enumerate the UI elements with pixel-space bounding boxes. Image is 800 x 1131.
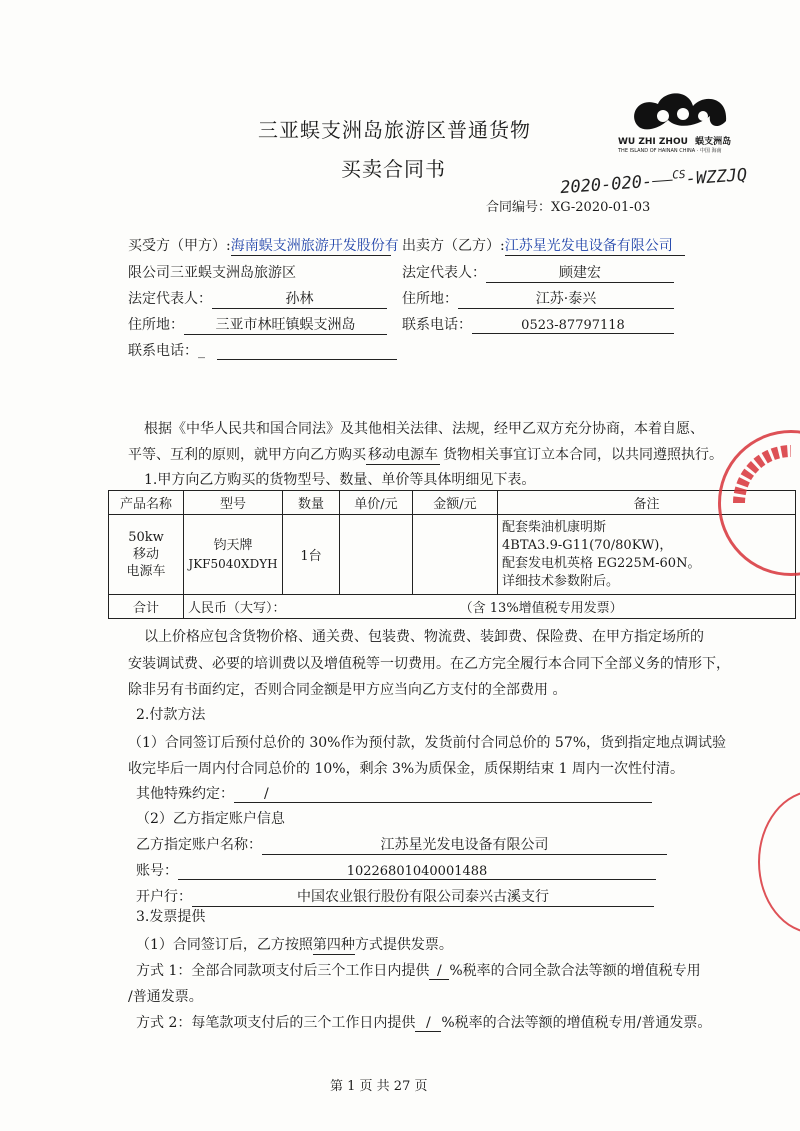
product-name: 50kw 移动 电源车 <box>109 515 184 595</box>
invoice-method: 第四种 <box>313 934 355 955</box>
seller-rep: 顾建宏 <box>486 262 674 283</box>
account-no: 10226801040001488 <box>178 864 656 880</box>
price-para-2: 安装调试费、必要的培训费以及增值税等一切费用。在乙方完全履行本合同下全部义务的情形下， <box>128 656 730 672</box>
buyer-tel-row: 联系电话：_ <box>128 340 397 360</box>
other-terms: / <box>234 786 652 803</box>
contract-number: 合同编号：XG-2020-01-03 <box>486 200 651 215</box>
goods-table <box>108 490 796 619</box>
buyer-name: 海南蜈支洲旅游开发股份有 <box>231 235 391 256</box>
table-header-row <box>109 491 796 515</box>
bank-name: 中国农业银行股份有限公司泰兴古溪支行 <box>192 886 654 907</box>
section-1-title: 1.甲方向乙方购买的货物型号、数量、单价等具体明细见下表。 <box>144 472 536 488</box>
other-terms-row: 其他特殊约定： / <box>136 783 652 803</box>
logo-text: WU ZHI ZHOU <box>618 137 688 147</box>
total-label: 合计 <box>109 595 184 619</box>
price-para-3: 除非另有书面约定，否则合同金额是甲方应当向乙方支付的全部费用 。 <box>128 682 567 698</box>
account-name-row: 乙方指定账户名称： 江苏星光发电设备有限公司 <box>136 834 667 855</box>
wuzhizhou-logo-icon <box>618 86 748 134</box>
account-info-title: （2）乙方指定账户信息 <box>136 811 285 827</box>
product-note: 配套柴油机康明斯 4BTA3.9-G11(70/80KW)， 配套发电机英格 EG225M-60N。 详细技术参数附后。 <box>498 515 796 595</box>
seller-name: 江苏星光发电设备有限公司 <box>505 235 685 256</box>
title-line2: 买卖合同书 <box>341 157 446 181</box>
title-line1: 三亚蜈支洲岛旅游区普通货物 <box>258 118 531 142</box>
buyer-addr-row: 住所地： 三亚市林旺镇蜈支洲岛 <box>128 314 387 335</box>
buyer-addr: 三亚市林旺镇蜈支洲岛 <box>184 314 387 335</box>
total-value: 人民币（大写）： （含 13%增值税专用发票） <box>184 595 796 619</box>
seller-tel-row: 联系电话： 0523-87797118 <box>402 314 674 334</box>
seller-addr-row: 住所地： 江苏·泰兴 <box>402 288 674 309</box>
buyer-row: 买受方（甲方）:海南蜈支洲旅游开发股份有 <box>128 235 391 256</box>
col-header: 金额/元 <box>413 491 498 515</box>
payment-line2: 收完毕后一周内付合同总价的 10%，剩余 3%为质保金，质保期结束 1 周内一次性付清。 <box>128 761 685 777</box>
payment-line1: （1）合同签订后预付总价的 30%作为预付款，发货前付合同总价的 57%，货到指定地点调试验 <box>128 735 727 751</box>
col-header: 单价/元 <box>340 491 413 515</box>
intro-line1: 根据《中华人民共和国合同法》及其他相关法律、法规，经甲乙双方充分协商，本着自愿、 <box>144 421 704 437</box>
logo-cn: 蜈支洲岛 <box>695 137 732 147</box>
col-header: 数量 <box>283 491 340 515</box>
col-header: 产品名称 <box>109 491 184 515</box>
product-model: 钧天牌 JKF5040XDYH <box>184 515 283 595</box>
account-no-row: 账号： 10226801040001488 <box>136 860 656 880</box>
invoice-method2: 方式 2：每笔款项支付后的三个工作日内提供 / %税率的合法等额的增值税专用/普通发票。 <box>136 1015 712 1031</box>
product-price <box>340 515 413 595</box>
handwritten-number: 2020-020- $^{CS}$-WZZJQ <box>559 165 748 199</box>
logo-sub: THE ISLAND OF HAINAN CHINA · 中国 海南 <box>618 148 722 154</box>
seller-tel: 0523-87797118 <box>472 318 674 334</box>
buyer-tel: _ <box>198 343 205 359</box>
col-header: 型号 <box>184 491 283 515</box>
company-logo <box>618 86 748 156</box>
seller-addr: 江苏·泰兴 <box>458 288 674 309</box>
page-number: 第 1 页 共 27 页 <box>330 1079 428 1094</box>
section-2-title: 2.付款方法 <box>136 707 206 723</box>
buyer-name-cont: 限公司三亚蜈支洲岛旅游区 <box>128 265 296 281</box>
intro-line2: 平等、互利的原则，就甲方向乙方购买 移动电源车 货物相关事宜订立本合同，以共同遵照执行。 <box>128 444 723 465</box>
seal-icon <box>721 433 800 573</box>
table-row <box>109 515 796 595</box>
col-header: 备注 <box>498 491 796 515</box>
invoice-method1-cont: /普通发票。 <box>128 989 203 1005</box>
buyer-rep: 孙林 <box>212 288 387 309</box>
seal-stamp-lower <box>758 790 800 934</box>
price-para-1: 以上价格应包含货物价格、通关费、包装费、物流费、装卸费、保险费、在甲方指定场所的 <box>144 629 704 645</box>
intro-item: 移动电源车 <box>366 444 440 465</box>
seal-stamp-right <box>718 430 800 576</box>
bank-row: 开户行： 中国农业银行股份有限公司泰兴古溪支行 <box>136 886 654 907</box>
product-amount <box>413 515 498 595</box>
product-qty: 1台 <box>283 515 340 595</box>
section-3-title: 3.发票提供 <box>136 909 206 925</box>
invoice-line1: （1）合同签订后，乙方按照第四种方式提供发票。 <box>136 934 453 955</box>
seller-rep-row: 法定代表人： 顾建宏 <box>402 262 674 283</box>
invoice-method1: 方式 1：全部合同款项支付后三个工作日内提供 / %税率的合同全款合法等额的增值税专用 <box>136 963 701 979</box>
seller-row: 出卖方（乙方）:江苏星光发电设备有限公司 <box>402 235 685 256</box>
buyer-rep-row: 法定代表人： 孙林 <box>128 288 387 309</box>
account-name: 江苏星光发电设备有限公司 <box>262 834 667 855</box>
total-row <box>109 595 796 619</box>
